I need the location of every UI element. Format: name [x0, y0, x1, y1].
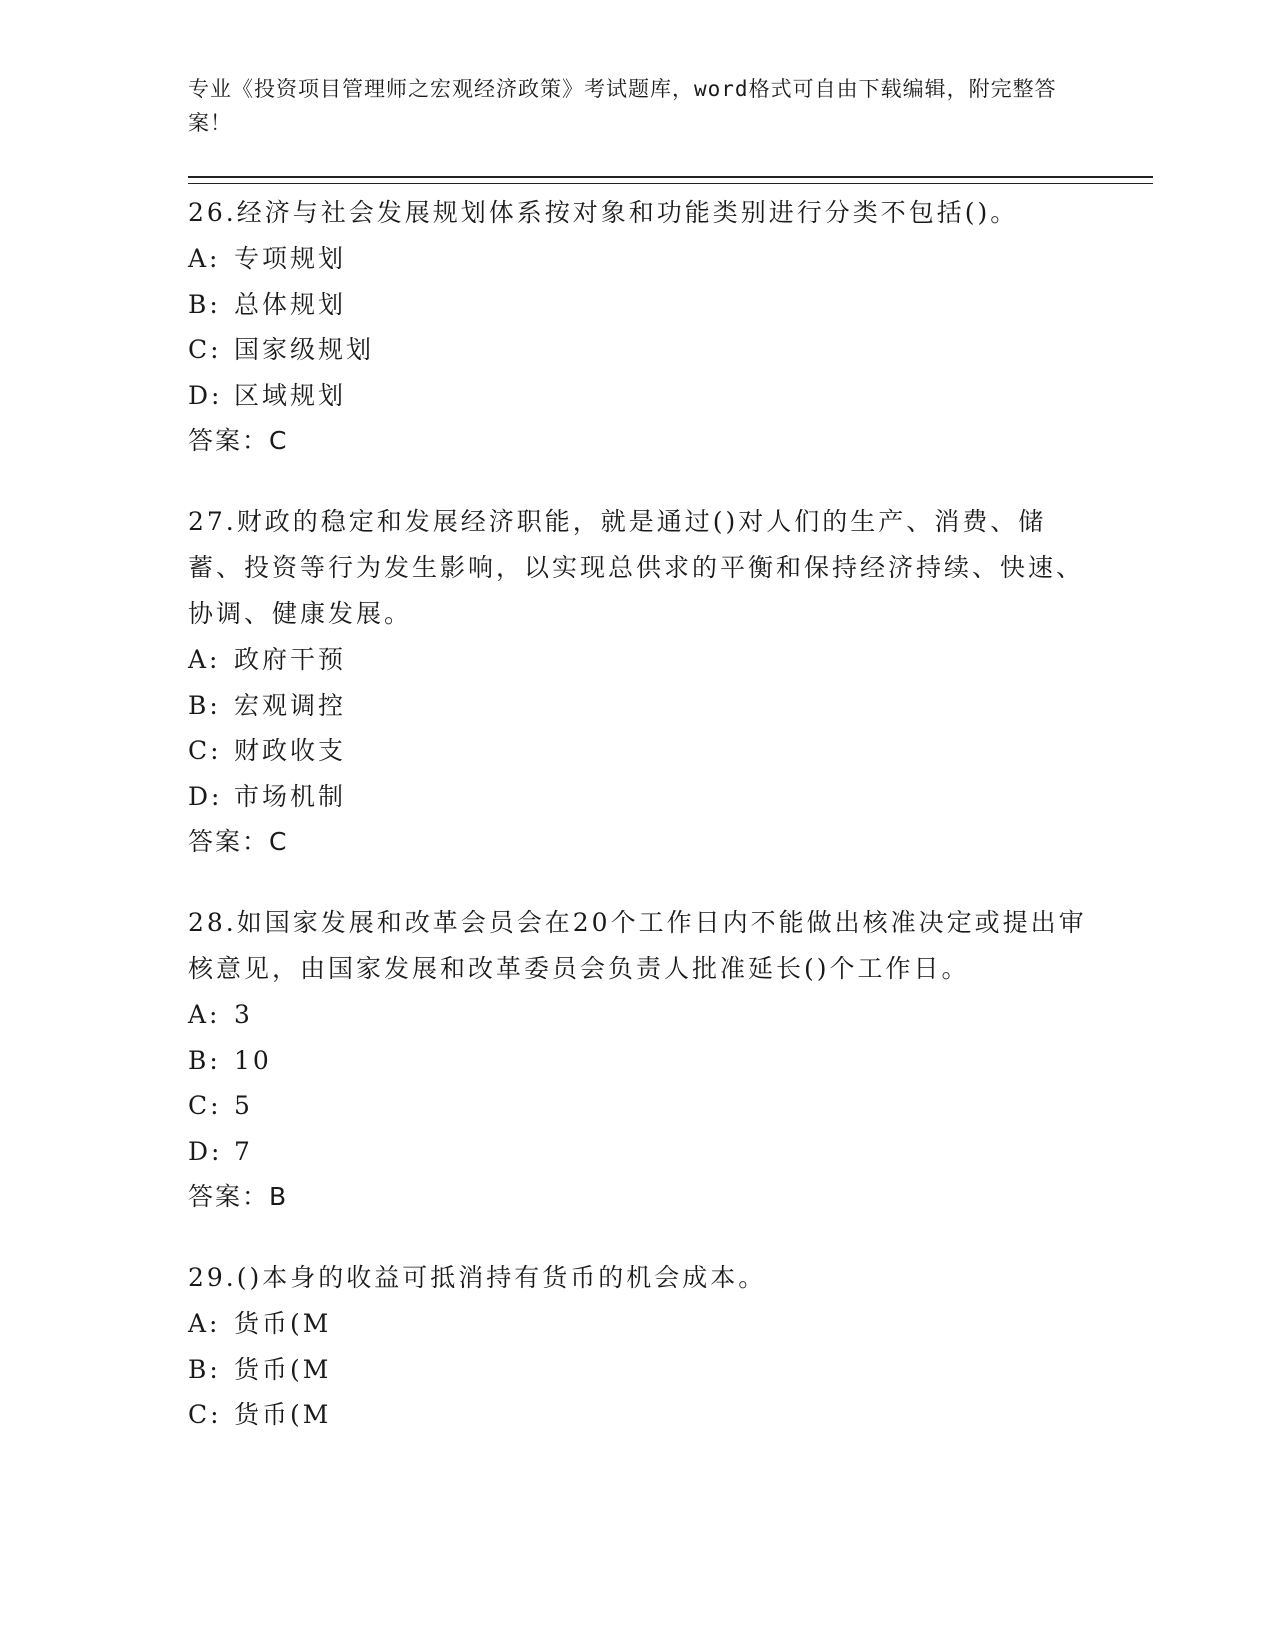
option-d [188, 774, 1153, 820]
question-28 [188, 900, 1153, 1219]
option-text: 货币(M [234, 1400, 332, 1429]
option-text: 10 [234, 1045, 272, 1075]
option-c [188, 1392, 1153, 1438]
option-b [188, 1347, 1153, 1393]
option-text: 区域规划 [234, 380, 347, 410]
answer-line: 答案：C [188, 426, 289, 455]
option-key: C: [188, 736, 222, 765]
option-text: 总体规划 [234, 289, 347, 319]
option-a [188, 1301, 1153, 1347]
option-d [188, 1129, 1153, 1175]
option-key: A: [188, 1309, 221, 1338]
option-d [188, 373, 1153, 419]
question-27 [188, 499, 1153, 864]
option-c [188, 728, 1153, 774]
document-header: 专业《投资项目管理师之宏观经济政策》考试题库，word格式可自由下载编辑，附完整答案！ [188, 77, 1057, 135]
header-divider [188, 176, 1153, 184]
option-key: C: [188, 1400, 222, 1429]
option-key: B: [188, 690, 221, 720]
option-key: B: [188, 289, 221, 319]
question-26 [188, 190, 1153, 463]
option-key: A: [188, 1000, 221, 1029]
option-text: 5 [234, 1091, 253, 1120]
question-list [188, 190, 1153, 1474]
option-text: 专项规划 [234, 244, 347, 273]
option-text: 财政收支 [234, 736, 347, 765]
question-stem: 28.如国家发展和改革会员会在20个工作日内不能做出核准决定或提出审核意见，由国家发展和改革委员会负责人批准延长()个工作日。 [188, 908, 1087, 983]
answer-line: 答案：C [188, 827, 289, 856]
option-b [188, 683, 1153, 729]
option-text: 政府干预 [234, 645, 347, 674]
option-key: D: [188, 1136, 223, 1166]
document-page [188, 72, 1153, 1429]
option-key: A: [188, 645, 221, 674]
question-stem: 29.()本身的收益可抵消持有货币的机会成本。 [188, 1263, 767, 1292]
question-stem: 26.经济与社会发展规划体系按对象和功能类别进行分类不包括()。 [188, 198, 1019, 227]
option-key: C: [188, 335, 222, 364]
answer-line: 答案：B [188, 1182, 289, 1211]
option-text: 国家级规划 [234, 335, 375, 364]
option-c [188, 327, 1153, 373]
option-text: 货币(M [234, 1354, 332, 1384]
option-a [188, 637, 1153, 683]
question-stem: 27.财政的稳定和发展经济职能，就是通过()对人们的生产、消费、储蓄、投资等行为发生影响，以实现总供求的平衡和保持经济持续、快速、协调、健康发展。 [188, 507, 1085, 628]
option-b [188, 1038, 1153, 1084]
option-text: 宏观调控 [234, 690, 347, 720]
option-text: 货币(M [234, 1309, 332, 1338]
option-key: D: [188, 380, 223, 410]
option-key: B: [188, 1354, 221, 1384]
option-c [188, 1083, 1153, 1129]
option-b [188, 282, 1153, 328]
option-text: 市场机制 [234, 781, 347, 811]
option-text: 7 [234, 1136, 253, 1166]
option-key: A: [188, 244, 221, 273]
option-a [188, 992, 1153, 1038]
option-key: B: [188, 1045, 221, 1075]
option-text: 3 [234, 1000, 253, 1029]
option-a [188, 236, 1153, 282]
option-key: C: [188, 1091, 222, 1120]
question-29 [188, 1255, 1153, 1438]
option-key: D: [188, 781, 223, 811]
